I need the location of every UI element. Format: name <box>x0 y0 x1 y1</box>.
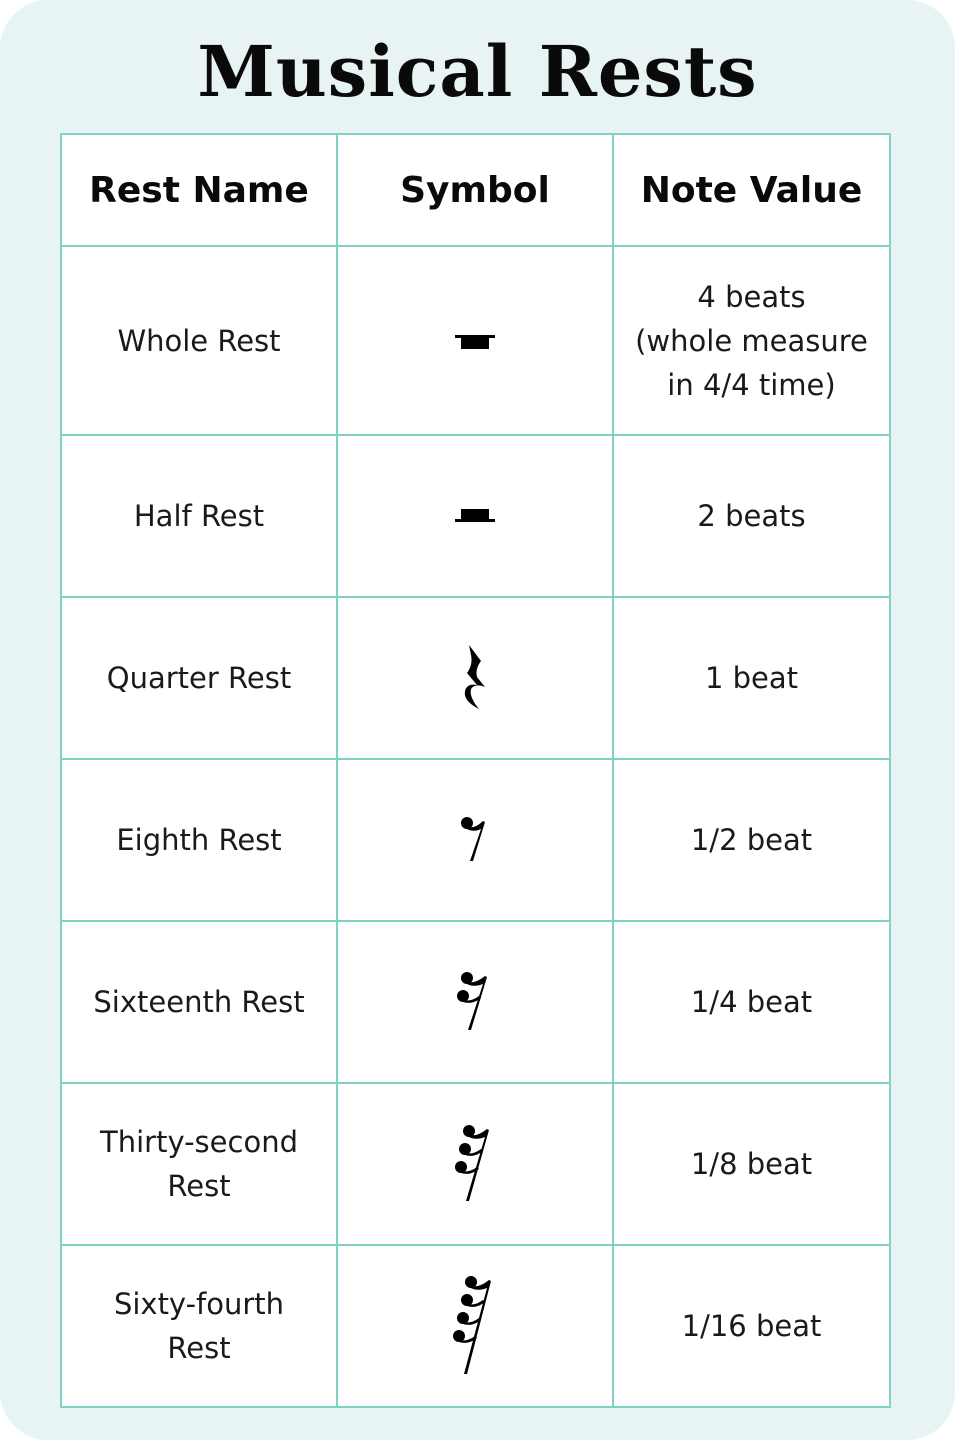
sixty-fourth-rest-icon <box>337 1245 613 1407</box>
eighth-rest-icon <box>337 759 613 921</box>
rest-name-line: Rest <box>167 1331 231 1365</box>
sixteenth-rest-icon <box>337 921 613 1083</box>
header-rest-name: Rest Name <box>61 134 337 246</box>
rest-name-cell: Whole Rest <box>61 246 337 435</box>
rest-name-cell: Eighth Rest <box>61 759 337 921</box>
rest-name-cell <box>61 1245 337 1407</box>
note-value-line: 4 beats <box>697 279 806 314</box>
quarter-rest-icon <box>337 597 613 759</box>
note-value-cell: 1/16 beat <box>613 1245 890 1407</box>
note-value-cell: 1/8 beat <box>613 1083 890 1245</box>
table-row <box>61 921 890 1083</box>
rests-table <box>60 133 891 1408</box>
table-row <box>61 597 890 759</box>
note-value-cell: 2 beats <box>613 435 890 597</box>
half-rest-icon <box>337 435 613 597</box>
note-value-line: in 4/4 time) <box>667 367 836 402</box>
table-header-row <box>61 134 890 246</box>
table-row <box>61 246 890 435</box>
rest-name-cell: Sixteenth Rest <box>61 921 337 1083</box>
note-value-cell: 1/2 beat <box>613 759 890 921</box>
rest-name-cell <box>61 1083 337 1245</box>
rest-name-line: Sixty-fourth <box>113 1287 285 1321</box>
note-value-line: (whole measure <box>635 323 868 358</box>
note-value-cell: 1 beat <box>613 597 890 759</box>
rest-name-cell: Half Rest <box>61 435 337 597</box>
thirty-second-rest-icon <box>337 1083 613 1245</box>
header-note-value: Note Value <box>613 134 890 246</box>
page-title: Musical Rests <box>197 30 758 113</box>
table-row <box>61 759 890 921</box>
table-row <box>61 1245 890 1407</box>
note-value-cell: 1/4 beat <box>613 921 890 1083</box>
table-row <box>61 435 890 597</box>
table-row <box>61 1083 890 1245</box>
whole-rest-icon <box>337 246 613 435</box>
rest-name-cell: Quarter Rest <box>61 597 337 759</box>
rest-name-line: Rest <box>167 1169 231 1203</box>
rest-name-line: Thirty-second <box>100 1125 298 1159</box>
note-value-cell <box>613 246 890 435</box>
header-symbol: Symbol <box>337 134 613 246</box>
